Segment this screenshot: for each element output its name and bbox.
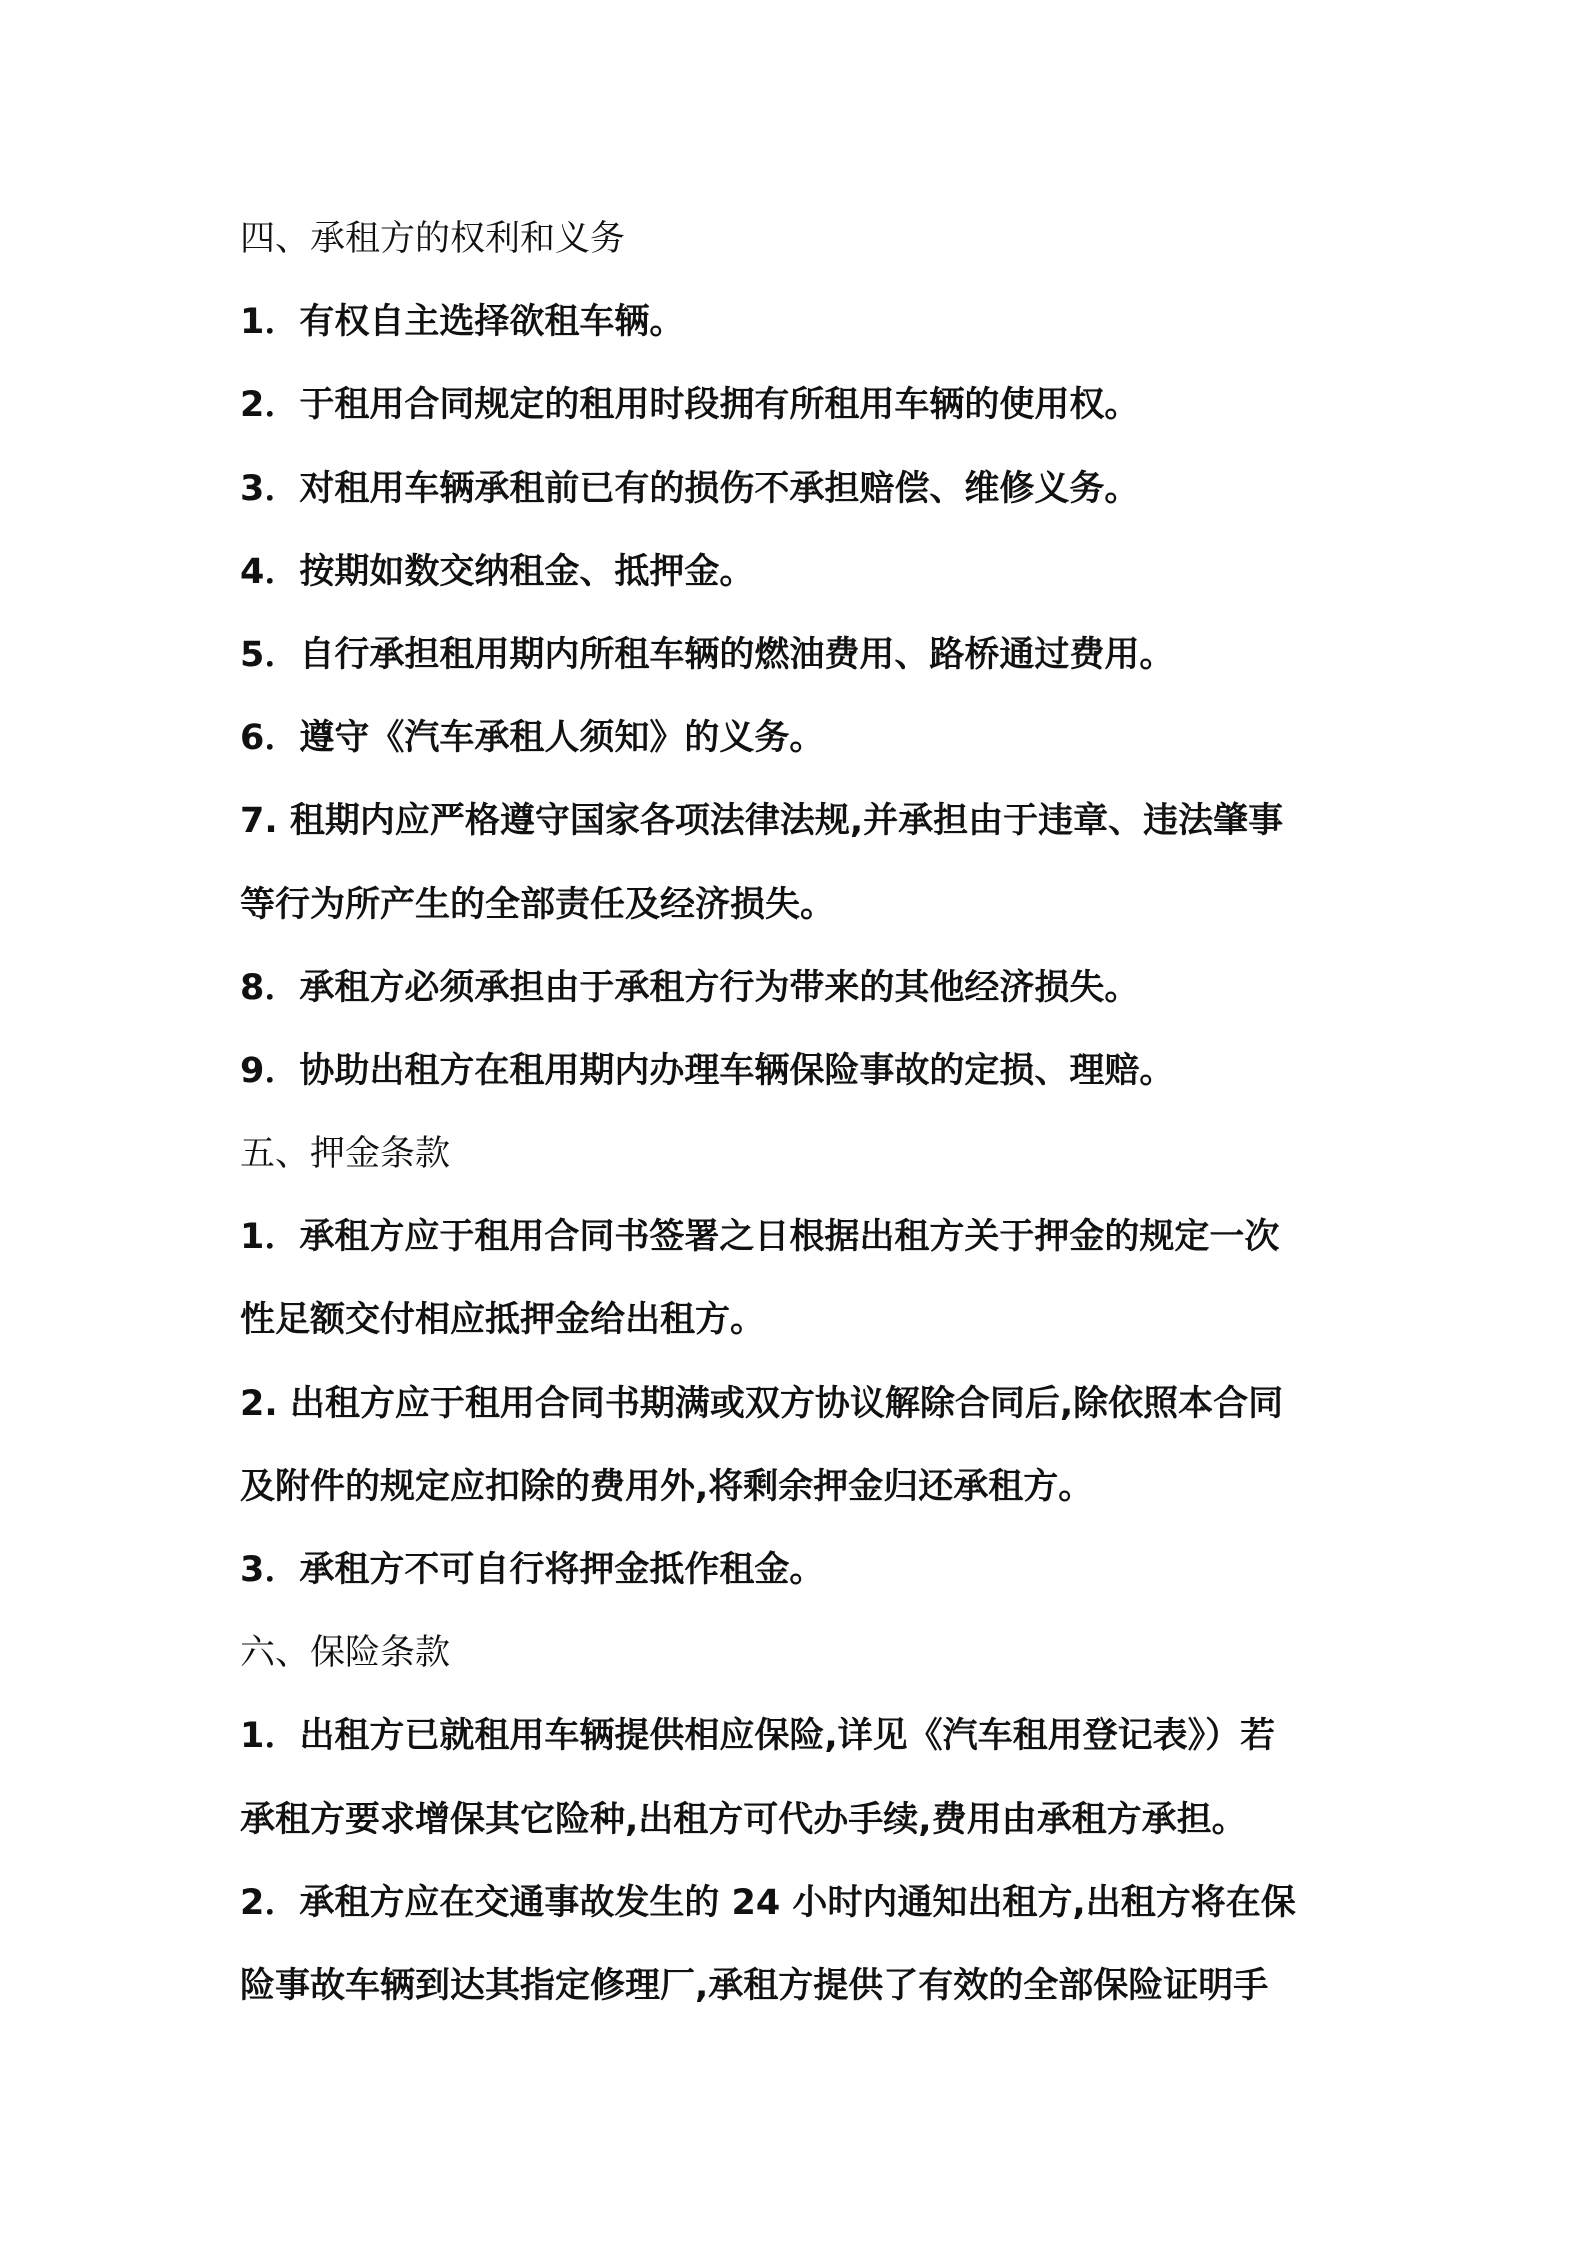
- paragraph-line: 等行为所产生的全部责任及经济损失。: [240, 884, 836, 925]
- document-body: [240, 198, 1350, 2028]
- paragraph-line: 2．承租方应在交通事故发生的 24 小时内通知出租方,出租方将在保: [240, 1882, 1296, 1923]
- paragraph-line: 2. 出租方应于租用合同书期满或双方协议解除合同后,除依照本合同: [240, 1383, 1284, 1424]
- paragraph-line: 5．自行承担租用期内所租车辆的燃油费用、路桥通过费用。: [240, 634, 1175, 675]
- paragraph-line: 4．按期如数交纳租金、抵押金。: [240, 551, 755, 592]
- paragraph-line: 3．对租用车辆承租前已有的损伤不承担赔偿、维修义务。: [240, 468, 1140, 509]
- paragraph-line: 1．有权自主选择欲租车辆。: [240, 302, 685, 343]
- paragraph-line: 9．协助出租方在租用期内办理车辆保险事故的定损、理赔。: [240, 1050, 1175, 1091]
- section-heading-lessee-rights: 四、承租方的权利和义务: [240, 219, 626, 259]
- paragraph-line: 3．承租方不可自行将押金抵作租金。: [240, 1550, 825, 1590]
- paragraph-line: 7. 租期内应严格遵守国家各项法律法规,并承担由于违章、违法肇事: [240, 801, 1284, 842]
- paragraph-line: 承租方要求增保其它险种,出租方可代办手续,费用由承租方承担。: [240, 1799, 1247, 1840]
- paragraph-line: 1．承租方应于租用合同书签署之日根据出租方关于押金的规定一次: [240, 1217, 1280, 1258]
- paragraph-line: 及附件的规定应扣除的费用外,将剩余押金归还承租方。: [240, 1466, 1094, 1507]
- paragraph-line: 8．承租方必须承担由于承租方行为带来的其他经济损失。: [240, 967, 1140, 1008]
- section-heading-insurance: 六、保险条款: [240, 1633, 451, 1674]
- paragraph-line: 险事故车辆到达其指定修理厂,承租方提供了有效的全部保险证明手: [240, 1965, 1269, 2006]
- paragraph-line: 1．出租方已就租用车辆提供相应保险,详见《汽车租用登记表》）若: [240, 1716, 1276, 1757]
- paragraph-line: 2．于租用合同规定的租用时段拥有所租用车辆的使用权。: [240, 385, 1140, 426]
- paragraph-line: 性足额交付相应抵押金给出租方。: [240, 1300, 766, 1341]
- section-heading-deposit: 五、押金条款: [240, 1134, 451, 1175]
- paragraph-line: 6．遵守《汽车承租人须知》的义务。: [240, 718, 825, 759]
